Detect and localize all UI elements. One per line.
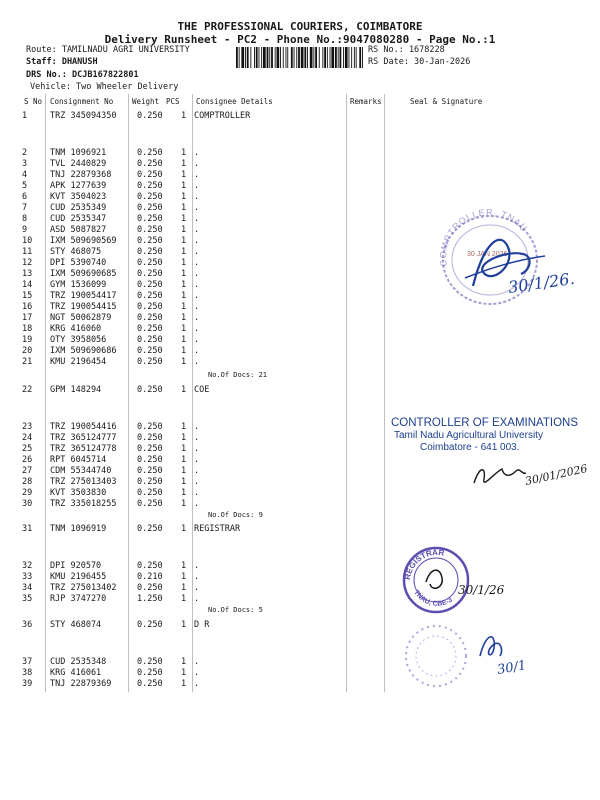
- row-sno: 37: [22, 657, 33, 667]
- barcode-bar: [283, 47, 284, 68]
- row-consignment-no: TRZ 365124777: [50, 433, 117, 443]
- barcode-bar: [263, 47, 266, 68]
- row-pcs: 1: [181, 148, 187, 158]
- row-sno: 21: [22, 357, 33, 367]
- row-weight: 0.250: [137, 302, 163, 312]
- col-seal-header: Seal & Signature: [410, 97, 483, 106]
- column-divider: [346, 94, 347, 692]
- row-weight: 0.250: [137, 225, 163, 235]
- signature-date: 30/1/26: [458, 583, 505, 597]
- row-sno: 12: [22, 258, 33, 268]
- barcode-bar: [345, 47, 348, 68]
- row-pcs: 1: [181, 203, 187, 213]
- row-weight: 0.250: [137, 192, 163, 202]
- row-sno: 20: [22, 346, 33, 356]
- row-sno: 4: [22, 170, 28, 180]
- rs-number: RS No.: 1678228: [368, 45, 445, 55]
- seal-text: COMPTROLLER, TNAU: [438, 207, 530, 267]
- row-pcs: 1: [181, 159, 187, 169]
- barcode-bar: [327, 47, 328, 68]
- row-sno: 26: [22, 455, 33, 465]
- row-consignment-no: TNJ 22879368: [50, 170, 112, 180]
- row-consignee-details: .: [194, 335, 200, 345]
- row-consignee-details: .: [194, 679, 200, 689]
- column-divider: [45, 94, 46, 692]
- barcode-bar: [310, 47, 313, 68]
- row-consignment-no: TRZ 275013403: [50, 477, 117, 487]
- row-consignee-details: D R: [194, 620, 210, 630]
- row-consignment-no: KRG 416060: [50, 324, 102, 334]
- row-pcs: 1: [181, 346, 187, 356]
- drs-number: DRS No.: DCJB167822801: [26, 70, 139, 80]
- barcode-bar: [294, 47, 295, 68]
- row-sno: 16: [22, 302, 33, 312]
- barcode-bar: [259, 47, 260, 68]
- row-consignment-no: KVT 3504023: [50, 192, 107, 202]
- row-consignee-details: .: [194, 159, 200, 169]
- row-sno: 31: [22, 524, 33, 534]
- row-pcs: 1: [181, 385, 187, 395]
- row-consignee-details: .: [194, 668, 200, 678]
- row-pcs: 1: [181, 324, 187, 334]
- barcode-bar: [236, 47, 238, 68]
- row-sno: 2: [22, 148, 28, 158]
- row-consignment-no: DPI 920570: [50, 561, 102, 571]
- row-consignee-details: .: [194, 594, 200, 604]
- row-weight: 0.250: [137, 466, 163, 476]
- row-pcs: 1: [181, 668, 187, 678]
- route-label: Route: TAMILNADU AGRI UNIVERSITY: [26, 45, 190, 55]
- vehicle-label: Vehicle: Two Wheeler Delivery: [30, 82, 179, 92]
- row-pcs: 1: [181, 499, 187, 509]
- svg-text:REGISTRAR: [403, 548, 445, 581]
- row-sno: 3: [22, 159, 28, 169]
- row-consignee-details: .: [194, 247, 200, 257]
- row-weight: 0.250: [137, 433, 163, 443]
- row-pcs: 1: [181, 357, 187, 367]
- row-sno: 35: [22, 594, 33, 604]
- row-consignment-no: TRZ 275013402: [50, 583, 117, 593]
- row-consignee-details: .: [194, 258, 200, 268]
- row-weight: 0.250: [137, 335, 163, 345]
- row-consignment-no: TRZ 335018255: [50, 499, 117, 509]
- barcode-bar: [269, 47, 270, 68]
- row-pcs: 1: [181, 422, 187, 432]
- row-weight: 0.250: [137, 247, 163, 257]
- row-sno: 17: [22, 313, 33, 323]
- row-consignee-details: .: [194, 657, 200, 667]
- row-sno: 10: [22, 236, 33, 246]
- row-weight: 0.250: [137, 111, 163, 121]
- row-weight: 0.250: [137, 679, 163, 689]
- row-consignee-details: .: [194, 455, 200, 465]
- row-consignee-details: .: [194, 269, 200, 279]
- row-pcs: 1: [181, 488, 187, 498]
- column-divider: [384, 94, 385, 692]
- comptroller-seal-stamp: [425, 198, 600, 308]
- barcode-bar: [349, 47, 350, 68]
- row-sno: 22: [22, 385, 33, 395]
- row-weight: 0.250: [137, 385, 163, 395]
- row-weight: 0.250: [137, 203, 163, 213]
- barcode-bar: [351, 47, 352, 68]
- row-weight: 0.250: [137, 488, 163, 498]
- row-consignee-details: COMPTROLLER: [194, 111, 251, 121]
- row-weight: 0.250: [137, 455, 163, 465]
- row-consignment-no: CDM 55344740: [50, 466, 112, 476]
- barcode-bar: [261, 47, 262, 68]
- row-sno: 34: [22, 583, 33, 593]
- row-consignee-details: .: [194, 444, 200, 454]
- row-consignee-details: .: [194, 488, 200, 498]
- coe-signature: [460, 455, 600, 495]
- row-consignment-no: IXM 509690569: [50, 236, 117, 246]
- col-pcs-header: PCS: [166, 97, 180, 106]
- row-sno: 23: [22, 422, 33, 432]
- row-weight: 0.250: [137, 148, 163, 158]
- staff-label: Staff: DHANUSH: [26, 57, 98, 67]
- row-weight: 1.250: [137, 594, 163, 604]
- row-consignment-no: TNM 1096919: [50, 524, 107, 534]
- barcode-bar: [356, 47, 357, 68]
- barcode-bar: [354, 47, 355, 68]
- row-consignment-no: KMU 2196455: [50, 572, 107, 582]
- row-sno: 15: [22, 291, 33, 301]
- barcode-bar: [256, 47, 258, 68]
- row-pcs: 1: [181, 280, 187, 290]
- signature-date: 30/1: [496, 658, 528, 678]
- row-consignee-details: .: [194, 583, 200, 593]
- group-total: No.Of Docs: 21: [208, 371, 268, 379]
- row-weight: 0.250: [137, 422, 163, 432]
- row-sno: 11: [22, 247, 33, 257]
- row-consignment-no: OTY 3958056: [50, 335, 107, 345]
- row-consignment-no: IXM 509690686: [50, 346, 117, 356]
- row-consignee-details: .: [194, 280, 200, 290]
- barcode-bar: [254, 47, 255, 68]
- row-consignee-details: .: [194, 433, 200, 443]
- row-pcs: 1: [181, 269, 187, 279]
- row-consignment-no: GYM 1536099: [50, 280, 107, 290]
- row-sno: 38: [22, 668, 33, 678]
- row-pcs: 1: [181, 181, 187, 191]
- row-consignee-details: .: [194, 236, 200, 246]
- row-pcs: 1: [181, 594, 187, 604]
- barcode-bar: [322, 47, 323, 68]
- row-consignee-details: .: [194, 561, 200, 571]
- row-weight: 0.250: [137, 499, 163, 509]
- barcode-bar: [307, 47, 308, 68]
- row-weight: 0.250: [137, 181, 163, 191]
- row-consignee-details: .: [194, 477, 200, 487]
- barcode-bar: [239, 47, 240, 68]
- barcode-bar: [362, 47, 363, 68]
- row-pcs: 1: [181, 657, 187, 667]
- row-weight: 0.250: [137, 236, 163, 246]
- row-consignee-details: .: [194, 170, 200, 180]
- row-pcs: 1: [181, 214, 187, 224]
- row-consignment-no: ASD 5087827: [50, 225, 107, 235]
- row-pcs: 1: [181, 455, 187, 465]
- row-consignment-no: KVT 3503830: [50, 488, 107, 498]
- row-consignee-details: .: [194, 466, 200, 476]
- row-consignee-details: .: [194, 324, 200, 334]
- row-weight: 0.250: [137, 357, 163, 367]
- report-subtitle: Delivery Runsheet - PC2 - Phone No.:9047080280 - Page No.:1: [104, 33, 496, 46]
- row-pcs: 1: [181, 620, 187, 630]
- row-sno: 18: [22, 324, 33, 334]
- row-consignee-details: .: [194, 302, 200, 312]
- row-weight: 0.210: [137, 572, 163, 582]
- row-consignment-no: CUD 2535347: [50, 214, 107, 224]
- signature-date: 30/01/2026: [523, 462, 589, 488]
- row-sno: 30: [22, 499, 33, 509]
- row-consignee-details: .: [194, 192, 200, 202]
- barcode-bar: [315, 47, 317, 68]
- row-consignment-no: TRZ 190054415: [50, 302, 117, 312]
- row-weight: 0.250: [137, 159, 163, 169]
- row-pcs: 1: [181, 291, 187, 301]
- row-pcs: 1: [181, 170, 187, 180]
- row-pcs: 1: [181, 444, 187, 454]
- barcode-bar: [286, 47, 287, 68]
- coe-stamp-line: CONTROLLER OF EXAMINATIONS: [391, 417, 579, 429]
- row-weight: 0.250: [137, 214, 163, 224]
- row-pcs: 1: [181, 247, 187, 257]
- row-consignee-details: .: [194, 148, 200, 158]
- row-consignee-details: .: [194, 499, 200, 509]
- column-divider: [192, 94, 193, 692]
- barcode-bar: [296, 47, 297, 68]
- row-sno: 19: [22, 335, 33, 345]
- row-consignee-details: .: [194, 181, 200, 191]
- row-weight: 0.250: [137, 668, 163, 678]
- row-sno: 33: [22, 572, 33, 582]
- row-weight: 0.250: [137, 324, 163, 334]
- row-consignment-no: TNJ 22879369: [50, 679, 112, 689]
- row-pcs: 1: [181, 679, 187, 689]
- row-consignment-no: KMU 2196454: [50, 357, 107, 367]
- barcode-bar: [267, 47, 269, 68]
- row-consignee-details: .: [194, 313, 200, 323]
- row-consignment-no: TNM 1096921: [50, 148, 107, 158]
- row-sno: 29: [22, 488, 33, 498]
- group-total: No.Of Docs: 5: [208, 606, 263, 614]
- row-consignment-no: CUD 2535348: [50, 657, 107, 667]
- barcode-bar: [250, 47, 251, 68]
- row-consignment-no: IXM 509690685: [50, 269, 117, 279]
- row-pcs: 1: [181, 192, 187, 202]
- row-sno: 14: [22, 280, 33, 290]
- col-remarks-header: Remarks: [350, 97, 382, 106]
- row-sno: 36: [22, 620, 33, 630]
- column-divider: [128, 94, 129, 692]
- row-consignment-no: TRZ 190054416: [50, 422, 117, 432]
- row-pcs: 1: [181, 561, 187, 571]
- row-consignment-no: TRZ 365124778: [50, 444, 117, 454]
- row-sno: 13: [22, 269, 33, 279]
- row-sno: 9: [22, 225, 28, 235]
- row-consignee-details: .: [194, 225, 200, 235]
- row-sno: 27: [22, 466, 33, 476]
- seal-text: REGISTRAR: [402, 547, 445, 581]
- row-weight: 0.250: [137, 258, 163, 268]
- report-title: THE PROFESSIONAL COURIERS, COIMBATORE: [177, 20, 423, 33]
- row-sno: 8: [22, 214, 28, 224]
- group-total: No.Of Docs: 9: [208, 511, 263, 519]
- row-consignee-details: COE: [194, 385, 210, 395]
- row-consignment-no: DPI 5390740: [50, 258, 107, 268]
- row-pcs: 1: [181, 302, 187, 312]
- barcode-bar: [338, 47, 339, 68]
- row-consignment-no: NGT 50062879: [50, 313, 112, 323]
- row-consignment-no: TRZ 190054417: [50, 291, 117, 301]
- row-weight: 0.250: [137, 477, 163, 487]
- registrar-seal-stamp: [400, 542, 560, 617]
- row-pcs: 1: [181, 335, 187, 345]
- row-consignment-no: KRG 416061: [50, 668, 102, 678]
- row-weight: 0.250: [137, 346, 163, 356]
- barcode-bar: [324, 47, 326, 68]
- barcode-bar: [343, 47, 344, 68]
- barcode-bar: [287, 47, 288, 68]
- row-consignee-details: .: [194, 203, 200, 213]
- row-pcs: 1: [181, 477, 187, 487]
- barcode-bar: [291, 47, 293, 68]
- row-consignment-no: RPT 6045714: [50, 455, 107, 465]
- row-weight: 0.250: [137, 269, 163, 279]
- row-sno: 25: [22, 444, 33, 454]
- row-weight: 0.250: [137, 583, 163, 593]
- seal-date: 30 JAN 2026: [467, 251, 508, 258]
- barcode-bar: [335, 47, 337, 68]
- row-weight: 0.250: [137, 444, 163, 454]
- row-pcs: 1: [181, 313, 187, 323]
- row-pcs: 1: [181, 466, 187, 476]
- barcode-bar: [298, 47, 300, 68]
- row-consignment-no: STY 468074: [50, 620, 102, 630]
- barcode-image: [236, 47, 364, 68]
- row-sno: 1: [22, 111, 28, 121]
- row-consignee-details: .: [194, 422, 200, 432]
- row-consignment-no: RJP 3747270: [50, 594, 107, 604]
- barcode-bar: [275, 47, 276, 68]
- signature-date: 30/1/26.: [506, 268, 576, 297]
- row-weight: 0.250: [137, 291, 163, 301]
- row-consignment-no: CUD 2535349: [50, 203, 107, 213]
- barcode-bar: [359, 47, 361, 68]
- row-pcs: 1: [181, 258, 187, 268]
- row-consignment-no: TRZ 345094350: [50, 111, 117, 121]
- row-sno: 39: [22, 679, 33, 689]
- coe-stamp-line: Tamil Nadu Agricultural University: [394, 430, 543, 441]
- row-pcs: 1: [181, 524, 187, 534]
- barcode-bar: [319, 47, 320, 68]
- row-weight: 0.250: [137, 524, 163, 534]
- row-consignee-details: .: [194, 357, 200, 367]
- col-consignment-header: Consignment No: [50, 97, 114, 106]
- dr-seal-stamp: [400, 622, 560, 692]
- row-sno: 32: [22, 561, 33, 571]
- barcode-bar: [340, 47, 342, 68]
- row-pcs: 1: [181, 111, 187, 121]
- row-weight: 0.250: [137, 313, 163, 323]
- barcode-bar: [245, 47, 246, 68]
- row-consignment-no: GPM 148294: [50, 385, 102, 395]
- barcode-bar: [313, 47, 314, 68]
- row-weight: 0.250: [137, 561, 163, 571]
- barcode-bar: [247, 47, 249, 68]
- rs-date: RS Date: 30-Jan-2026: [368, 57, 471, 67]
- barcode-bar: [301, 47, 304, 68]
- row-consignment-no: STY 468075: [50, 247, 102, 257]
- seal-text: TNAU, CBE-3: [412, 589, 454, 608]
- row-consignee-details: REGISTRAR: [194, 524, 241, 534]
- row-weight: 0.250: [137, 620, 163, 630]
- row-pcs: 1: [181, 225, 187, 235]
- svg-text:TNAU, CBE-3: [412, 589, 453, 608]
- row-sno: 28: [22, 477, 33, 487]
- row-sno: 6: [22, 192, 28, 202]
- row-sno: 7: [22, 203, 28, 213]
- row-pcs: 1: [181, 583, 187, 593]
- row-weight: 0.250: [137, 657, 163, 667]
- row-consignee-details: .: [194, 214, 200, 224]
- row-consignment-no: APK 1277639: [50, 181, 107, 191]
- barcode-bar: [330, 47, 331, 68]
- row-pcs: 1: [181, 236, 187, 246]
- row-sno: 24: [22, 433, 33, 443]
- row-weight: 0.250: [137, 280, 163, 290]
- row-consignment-no: TVL 2440829: [50, 159, 107, 169]
- row-consignee-details: .: [194, 572, 200, 582]
- barcode-bar: [241, 47, 244, 68]
- barcode-bar: [304, 47, 306, 68]
- barcode-bar: [280, 47, 281, 68]
- row-weight: 0.250: [137, 170, 163, 180]
- row-sno: 5: [22, 181, 28, 191]
- row-pcs: 1: [181, 572, 187, 582]
- col-weight-header: Weight: [132, 97, 160, 106]
- barcode-bar: [271, 47, 273, 68]
- col-sno-header: S No: [24, 97, 43, 106]
- coe-stamp-line: Coimbatore - 641 003.: [420, 442, 520, 453]
- barcode-bar: [277, 47, 280, 68]
- row-consignee-details: .: [194, 291, 200, 301]
- row-pcs: 1: [181, 433, 187, 443]
- row-consignee-details: .: [194, 346, 200, 356]
- col-consignee-header: Consignee Details: [196, 97, 273, 106]
- barcode-bar: [331, 47, 334, 68]
